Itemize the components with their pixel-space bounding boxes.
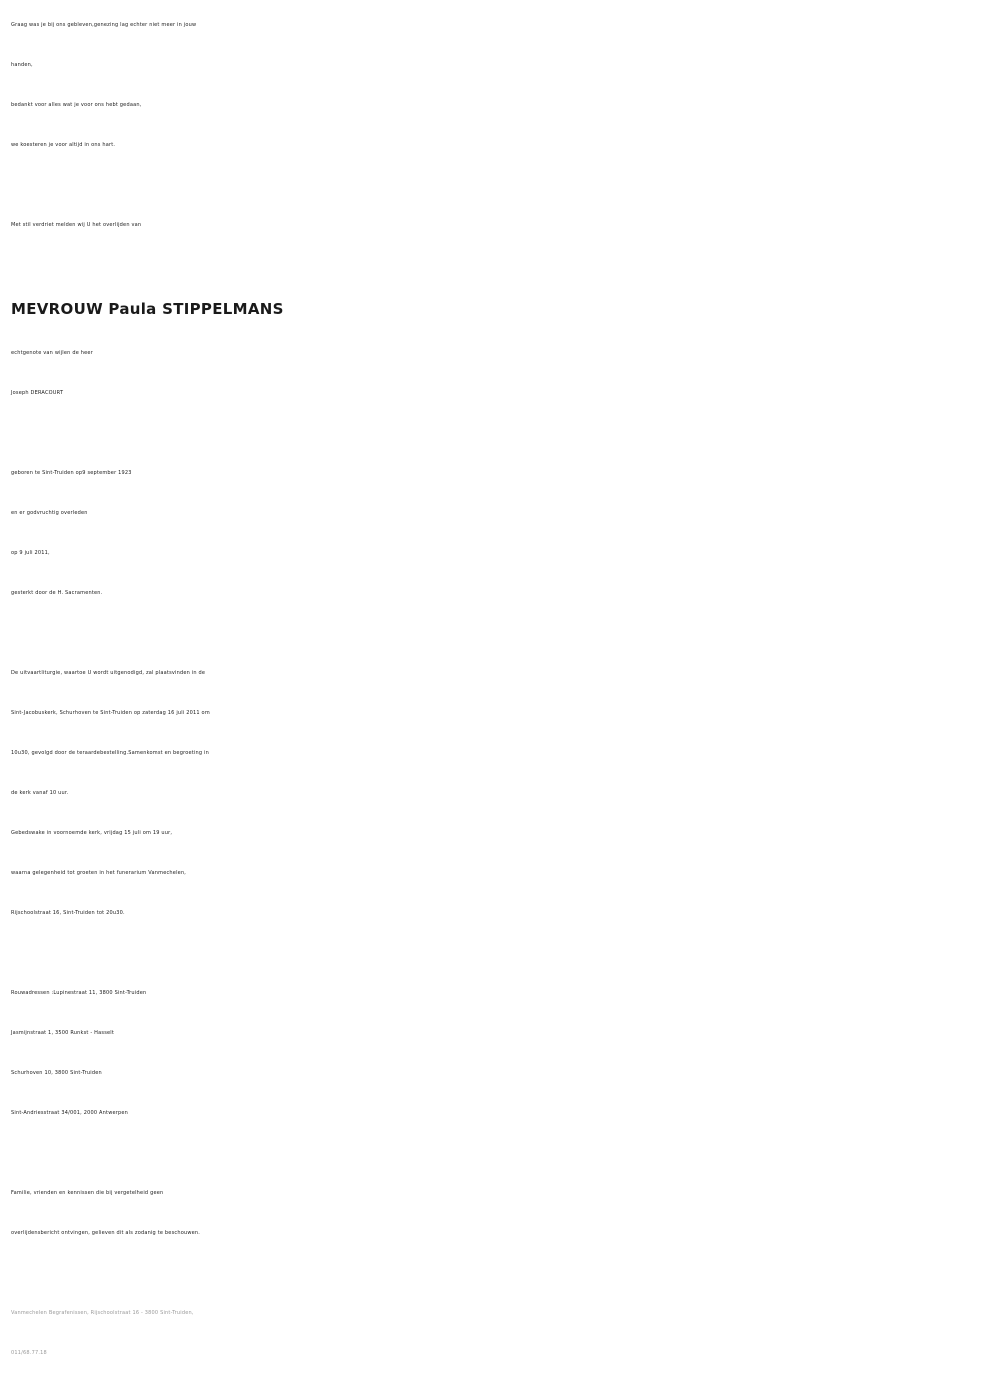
spouse-name: Joseph DERACOURT [11, 390, 64, 396]
spacer [11, 613, 996, 653]
life-details [11, 453, 996, 613]
address-line: Schurhoven 10, 3800 Sint-Truiden [11, 1070, 102, 1076]
funeral-line: 10u30, gevolgd door de teraardebestelling.Samenkomst en begroeting in [11, 750, 210, 756]
deceased-name: MEVROUW Paula STIPPELMANS [11, 300, 284, 318]
mourning-addresses [11, 973, 996, 1133]
footer-phone: 011/68.77.18 [11, 1350, 47, 1356]
poem-line: bedankt voor alles wat je voor ons hebt gedaan, [11, 102, 142, 108]
death-notice [11, 5, 996, 1373]
poem-line: handen, [11, 62, 33, 68]
poem [11, 5, 996, 165]
funeral-home-footer [11, 1293, 996, 1373]
funeral-line: Gebedswake in voornoemde kerk, vrijdag 15 juli om 19 uur, [11, 830, 173, 836]
poem-line: we koesteren je voor altijd in ons hart. [11, 142, 116, 148]
funeral-line: Rijschoolstraat 16, Sint-Truiden tot 20u30. [11, 910, 125, 916]
spacer [11, 933, 996, 973]
spacer [11, 165, 996, 205]
footer-line: Vanmechelen Begrafenissen, Rijschoolstraat 16 - 3800 Sint-Truiden, [11, 1310, 194, 1316]
address-line: Jasmijnstraat 1, 3500 Runkst - Hasselt [11, 1030, 115, 1036]
spacer [11, 245, 996, 285]
closing-note [11, 1173, 996, 1253]
closing-line: overlijdensbericht ontvingen, gelieven dit als zodanig te beschouwen. [11, 1230, 201, 1236]
life-line: geboren te Sint-Truiden op9 september 1923 [11, 470, 132, 476]
spouse-line: echtgenote van wijlen de heer [11, 350, 93, 356]
spacer [11, 413, 996, 453]
life-line: en er godvruchtig overleden [11, 510, 88, 516]
spacer [11, 1133, 996, 1173]
funeral-line: de kerk vanaf 10 uur. [11, 790, 69, 796]
funeral-line: waarna gelegenheid tot groeten in het funerarium Vanmechelen, [11, 870, 187, 876]
address-line: Rouwadressen :Lupinestraat 11, 3800 Sint-Truiden [11, 990, 147, 996]
life-line: op 9 juli 2011, [11, 550, 50, 556]
closing-line: Familie, vrienden en kennissen die bij vergetelheid geen [11, 1190, 164, 1196]
funeral-line: Sint-Jacobuskerk, Schurhoven te Sint-Truiden op zaterdag 16 juli 2011 om [11, 710, 210, 716]
spacer [11, 1253, 996, 1293]
poem-line: Graag was je bij ons gebleven,genezing lag echter niet meer in jouw [11, 22, 197, 28]
announcement: Met stil verdriet melden wij U het overlijden van [11, 222, 142, 228]
funeral-line: De uitvaartliturgie, waartoe U wordt uitgenodigd, zal plaatsvinden in de [11, 670, 206, 676]
funeral-details [11, 653, 996, 933]
address-line: Sint-Andriesstraat 34/001, 2000 Antwerpen [11, 1110, 129, 1116]
life-line: gesterkt door de H. Sacramenten. [11, 590, 103, 596]
